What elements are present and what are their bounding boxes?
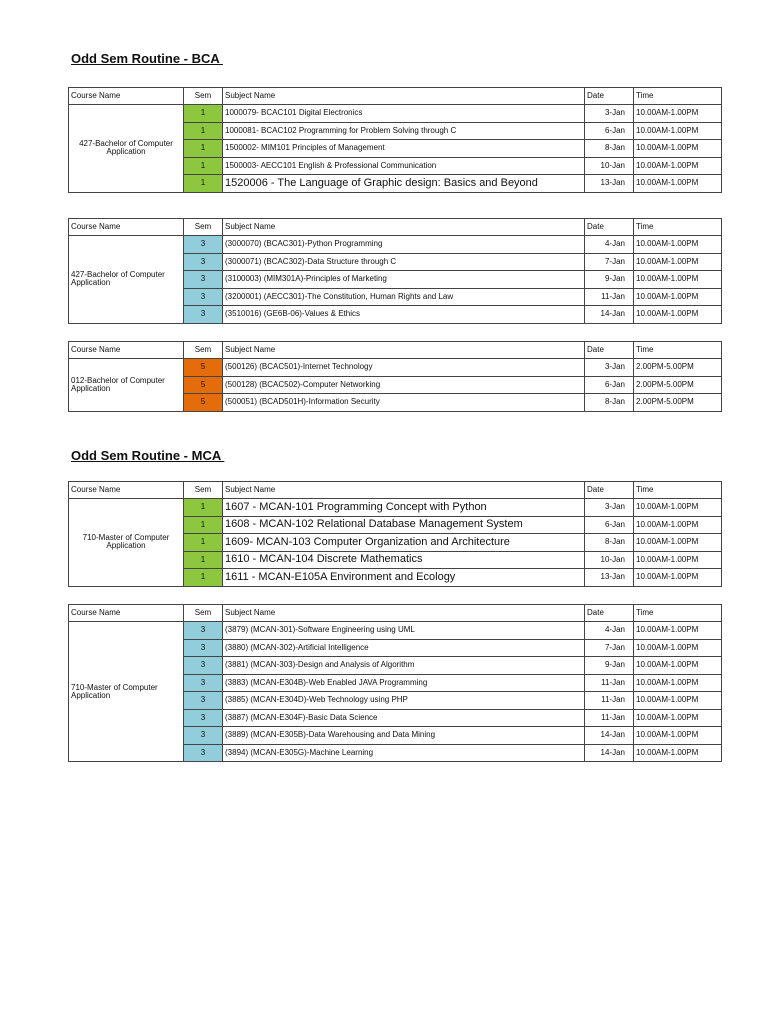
subject-name-cell: (3894) (MCAN-E305G)-Machine Learning <box>223 744 585 762</box>
mca-routine-heading: Odd Sem Routine - MCA <box>71 448 225 463</box>
course-name-header: Course Name <box>69 219 184 236</box>
time-cell: 10.00AM-1.00PM <box>634 709 722 727</box>
course-name-header: Course Name <box>69 88 184 105</box>
time-cell: 10.00AM-1.00PM <box>634 744 722 762</box>
sem-cell: 1 <box>184 516 223 534</box>
sem-header: Sem <box>184 605 223 622</box>
time-cell: 10.00AM-1.00PM <box>634 271 722 289</box>
sem-cell: 1 <box>184 569 223 587</box>
date-cell: 10-Jan <box>585 551 634 569</box>
time-cell: 10.00AM-1.00PM <box>634 236 722 254</box>
sem-cell: 3 <box>184 271 223 289</box>
date-cell: 3-Jan <box>585 105 634 123</box>
time-cell: 10.00AM-1.00PM <box>634 140 722 158</box>
time-cell: 10.00AM-1.00PM <box>634 569 722 587</box>
subject-name-header: Subject Name <box>223 342 585 359</box>
table-row <box>69 105 722 123</box>
sem-cell: 3 <box>184 727 223 745</box>
sem-header: Sem <box>184 219 223 236</box>
subject-name-cell: (3883) (MCAN-E304B)-Web Enabled JAVA Programming <box>223 674 585 692</box>
subject-name-cell: (3880) (MCAN-302)-Artificial Intelligence <box>223 639 585 657</box>
sem-cell: 1 <box>184 534 223 552</box>
time-cell: 10.00AM-1.00PM <box>634 692 722 710</box>
course-name-cell: 710-Master of Computer Application <box>69 499 184 587</box>
sem-cell: 1 <box>184 499 223 517</box>
subject-name-header: Subject Name <box>223 482 585 499</box>
date-header: Date <box>585 605 634 622</box>
subject-name-cell: (3000070) (BCAC301)-Python Programming <box>223 236 585 254</box>
date-cell: 8-Jan <box>585 534 634 552</box>
time-header: Time <box>634 88 722 105</box>
sem-cell: 3 <box>184 692 223 710</box>
table-row <box>69 622 722 640</box>
course-name-header: Course Name <box>69 482 184 499</box>
sem-cell: 1 <box>184 122 223 140</box>
subject-name-header: Subject Name <box>223 88 585 105</box>
date-cell: 6-Jan <box>585 376 634 394</box>
subject-name-cell: (3200001) (AECC301)-The Constitution, Human Rights and Law <box>223 288 585 306</box>
sem-cell: 3 <box>184 674 223 692</box>
sem-cell: 3 <box>184 744 223 762</box>
time-cell: 10.00AM-1.00PM <box>634 551 722 569</box>
time-cell: 10.00AM-1.00PM <box>634 157 722 175</box>
time-cell: 10.00AM-1.00PM <box>634 499 722 517</box>
subject-name-header: Subject Name <box>223 219 585 236</box>
time-header: Time <box>634 219 722 236</box>
subject-name-cell: (500051) (BCAD501H)-Information Security <box>223 394 585 412</box>
subject-name-cell: (3889) (MCAN-E305B)-Data Warehousing and Data Mining <box>223 727 585 745</box>
subject-name-cell: 1611 - MCAN-E105A Environment and Ecology <box>223 569 585 587</box>
date-cell: 14-Jan <box>585 306 634 324</box>
date-cell: 11-Jan <box>585 692 634 710</box>
subject-name-cell: (3000071) (BCAC302)-Data Structure through C <box>223 253 585 271</box>
date-cell: 9-Jan <box>585 657 634 675</box>
sem-cell: 5 <box>184 394 223 412</box>
subject-name-cell: 1610 - MCAN-104 Discrete Mathematics <box>223 551 585 569</box>
date-cell: 9-Jan <box>585 271 634 289</box>
routine-table <box>68 604 722 762</box>
time-header: Time <box>634 342 722 359</box>
time-cell: 10.00AM-1.00PM <box>634 516 722 534</box>
date-cell: 3-Jan <box>585 499 634 517</box>
time-cell: 2.00PM-5.00PM <box>634 359 722 377</box>
time-cell: 2.00PM-5.00PM <box>634 394 722 412</box>
sem-cell: 3 <box>184 639 223 657</box>
sem-cell: 3 <box>184 622 223 640</box>
date-cell: 6-Jan <box>585 516 634 534</box>
sem-cell: 3 <box>184 288 223 306</box>
bca-routine-heading: Odd Sem Routine - BCA <box>71 51 223 66</box>
subject-name-cell: 1000081- BCAC102 Programming for Problem Solving through C <box>223 122 585 140</box>
time-cell: 10.00AM-1.00PM <box>634 288 722 306</box>
time-cell: 10.00AM-1.00PM <box>634 175 722 193</box>
sem-cell: 3 <box>184 236 223 254</box>
sem-cell: 5 <box>184 359 223 377</box>
subject-name-cell: 1608 - MCAN-102 Relational Database Management System <box>223 516 585 534</box>
course-name-cell: 427-Bachelor of Computer Application <box>69 105 184 193</box>
table-row <box>69 236 722 254</box>
date-cell: 8-Jan <box>585 394 634 412</box>
date-header: Date <box>585 342 634 359</box>
table-header-row <box>69 342 722 359</box>
date-cell: 11-Jan <box>585 674 634 692</box>
subject-name-cell: 1000079- BCAC101 Digital Electronics <box>223 105 585 123</box>
subject-name-cell: (500128) (BCAC502)-Computer Networking <box>223 376 585 394</box>
subject-name-cell: (3887) (MCAN-E304F)-Basic Data Science <box>223 709 585 727</box>
date-cell: 10-Jan <box>585 157 634 175</box>
time-cell: 10.00AM-1.00PM <box>634 639 722 657</box>
subject-name-cell: (3881) (MCAN-303)-Design and Analysis of Algorithm <box>223 657 585 675</box>
time-cell: 10.00AM-1.00PM <box>634 534 722 552</box>
table-row <box>69 359 722 377</box>
time-cell: 10.00AM-1.00PM <box>634 122 722 140</box>
routine-table <box>68 87 722 193</box>
course-name-cell: 710-Master of Computer Application <box>69 622 184 762</box>
time-cell: 10.00AM-1.00PM <box>634 622 722 640</box>
course-name-cell: 012-Bachelor of Computer Application <box>69 359 184 412</box>
date-cell: 6-Jan <box>585 122 634 140</box>
sem-cell: 1 <box>184 140 223 158</box>
time-cell: 10.00AM-1.00PM <box>634 727 722 745</box>
date-header: Date <box>585 88 634 105</box>
subject-name-cell: 1500002- MIM101 Principles of Management <box>223 140 585 158</box>
subject-name-cell: (3885) (MCAN-E304D)-Web Technology using PHP <box>223 692 585 710</box>
course-name-cell: 427-Bachelor of Computer Application <box>69 236 184 324</box>
date-cell: 13-Jan <box>585 175 634 193</box>
routine-table <box>68 481 722 587</box>
date-cell: 14-Jan <box>585 744 634 762</box>
routine-table <box>68 218 722 324</box>
table-header-row <box>69 605 722 622</box>
sem-cell: 3 <box>184 709 223 727</box>
subject-name-cell: 1607 - MCAN-101 Programming Concept with Python <box>223 499 585 517</box>
sem-header: Sem <box>184 482 223 499</box>
subject-name-header: Subject Name <box>223 605 585 622</box>
sem-cell: 3 <box>184 657 223 675</box>
date-cell: 7-Jan <box>585 639 634 657</box>
subject-name-cell: 1609- MCAN-103 Computer Organization and Architecture <box>223 534 585 552</box>
sem-cell: 3 <box>184 253 223 271</box>
time-header: Time <box>634 605 722 622</box>
course-name-header: Course Name <box>69 342 184 359</box>
date-cell: 3-Jan <box>585 359 634 377</box>
date-cell: 14-Jan <box>585 727 634 745</box>
routine-table <box>68 341 722 412</box>
subject-name-cell: (3100003) (MIM301A)-Principles of Marketing <box>223 271 585 289</box>
sem-header: Sem <box>184 342 223 359</box>
date-cell: 4-Jan <box>585 622 634 640</box>
date-cell: 7-Jan <box>585 253 634 271</box>
time-cell: 10.00AM-1.00PM <box>634 306 722 324</box>
table-header-row <box>69 88 722 105</box>
sem-cell: 1 <box>184 551 223 569</box>
date-header: Date <box>585 219 634 236</box>
sem-cell: 3 <box>184 306 223 324</box>
date-header: Date <box>585 482 634 499</box>
sem-cell: 1 <box>184 157 223 175</box>
sem-cell: 1 <box>184 105 223 123</box>
sem-cell: 5 <box>184 376 223 394</box>
time-cell: 10.00AM-1.00PM <box>634 657 722 675</box>
time-cell: 10.00AM-1.00PM <box>634 105 722 123</box>
subject-name-cell: (3879) (MCAN-301)-Software Engineering using UML <box>223 622 585 640</box>
subject-name-cell: (3510016) (GE6B-06)-Values & Ethics <box>223 306 585 324</box>
date-cell: 4-Jan <box>585 236 634 254</box>
time-header: Time <box>634 482 722 499</box>
course-name-header: Course Name <box>69 605 184 622</box>
date-cell: 11-Jan <box>585 709 634 727</box>
date-cell: 8-Jan <box>585 140 634 158</box>
time-cell: 2.00PM-5.00PM <box>634 376 722 394</box>
subject-name-cell: 1520006 - The Language of Graphic design: Basics and Beyond <box>223 175 585 193</box>
date-cell: 11-Jan <box>585 288 634 306</box>
sem-cell: 1 <box>184 175 223 193</box>
subject-name-cell: (500126) (BCAC501)-Internet Technology <box>223 359 585 377</box>
table-header-row <box>69 219 722 236</box>
subject-name-cell: 1500003- AECC101 English & Professional Communication <box>223 157 585 175</box>
date-cell: 13-Jan <box>585 569 634 587</box>
sem-header: Sem <box>184 88 223 105</box>
table-row <box>69 499 722 517</box>
table-header-row <box>69 482 722 499</box>
time-cell: 10.00AM-1.00PM <box>634 674 722 692</box>
time-cell: 10.00AM-1.00PM <box>634 253 722 271</box>
